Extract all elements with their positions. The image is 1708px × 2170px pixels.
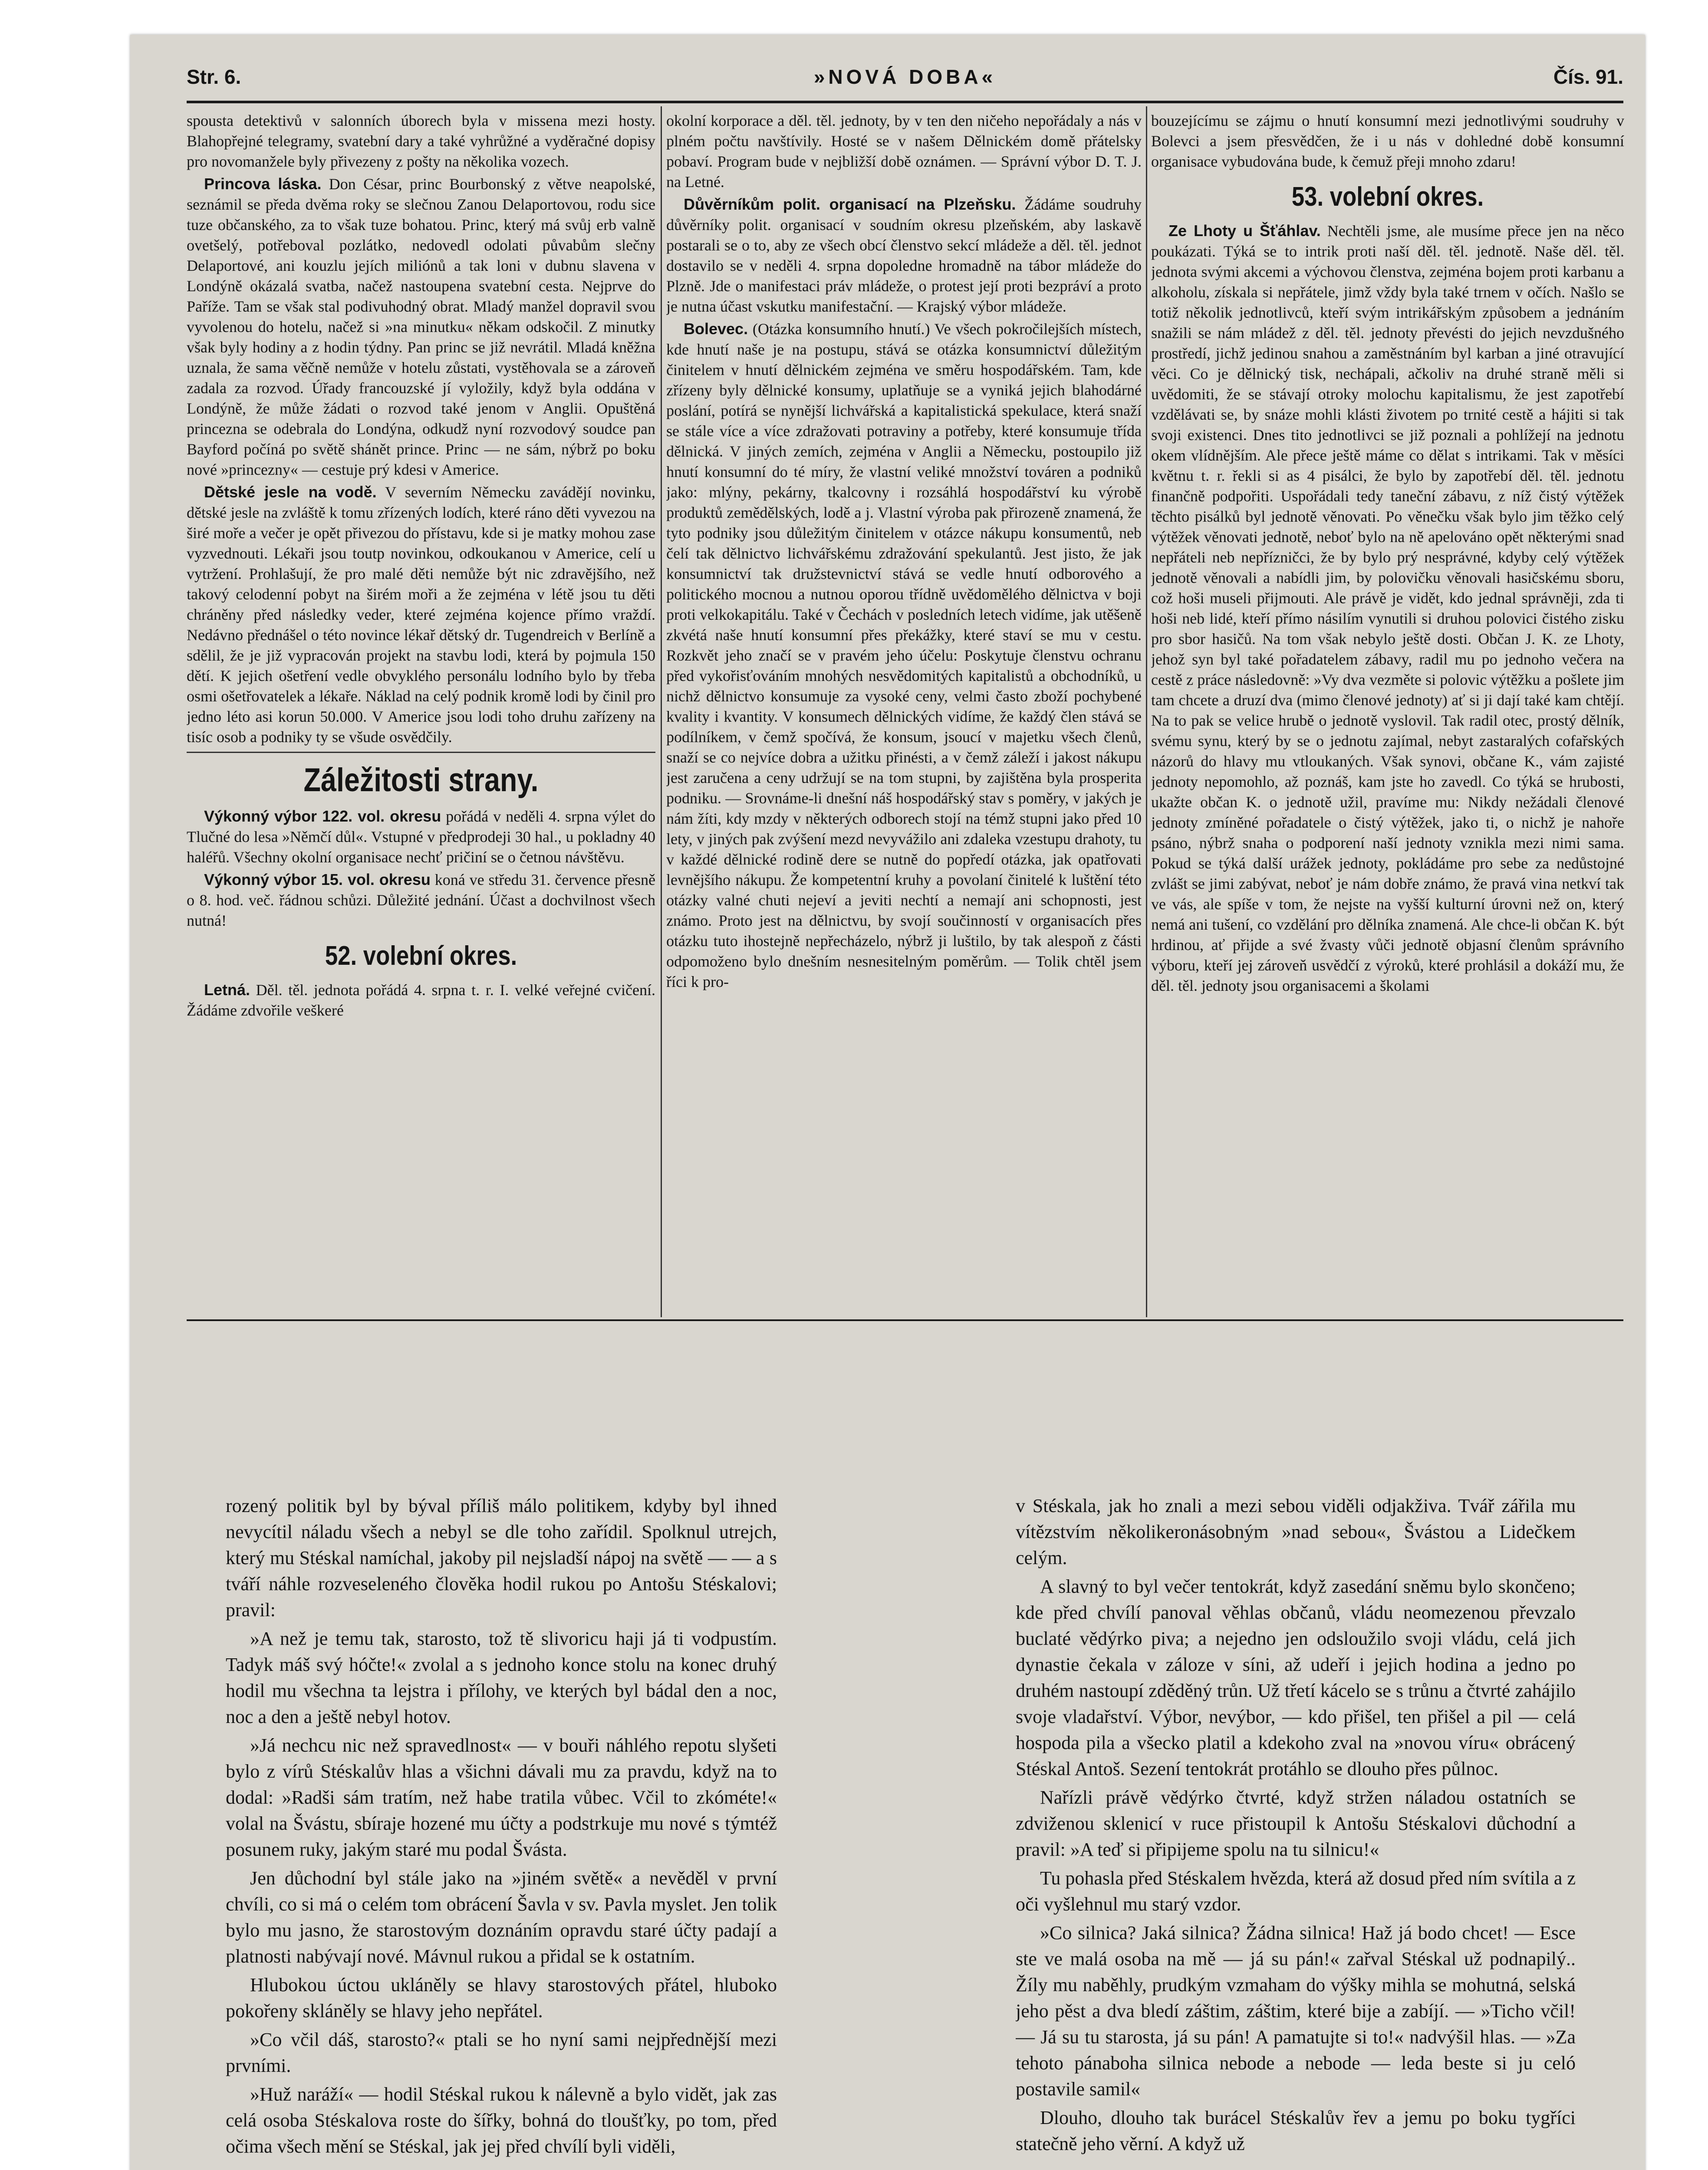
article-paragraph — [666, 319, 1142, 992]
article-paragraph — [187, 174, 655, 480]
section-heading: 53. volební okres. — [1291, 182, 1484, 212]
story-paragraph: Hlubokou úctou ukláněly se hlavy starostových přátel, hluboko pokořeny skláněly se hlavy jeho nepřátel. — [226, 1974, 777, 2022]
article-text: koná ve středu 31. července přesně o 8. hod. več. řádnou schůzi. Důležité jednání. Účast a dochvilnost všech nutná! — [187, 871, 655, 929]
section-heading: Záležitosti strany. — [303, 762, 539, 799]
story-paragraph: »Huž naráží« — hodil Stéskal rukou k nálevně a bylo vidět, jak zas celá osoba Stéskalova roste do šířky, bohná do tloušťky, po tom, před očima všech mění se Stéskal, jak jej před chvílí byli viděli, — [226, 2084, 777, 2157]
story-paragraph: Tu pohasla před Stéskalem hvězda, která až dosud před ním svítila a z oči vyšlehnul mu starý vzdor. — [1016, 1868, 1576, 1915]
article-text: Děl. těl. jednota pořádá 4. srpna t. r. I. velké veřejné cvičení. Žádáme zdvořile veškeré — [187, 981, 655, 1019]
story-paragraph: Nařízli právě vědýrko čtvrté, když stržen náladou ostatních se zdviženou sklenicí v ruce přistoupil k Antošu Stéskalovi důchodní a pravil: »A teď si připijeme spolu na tu silnicu!« — [1016, 1787, 1576, 1860]
issue-number: Čís. 91. — [1553, 66, 1623, 88]
article-lead: Princova láska. — [204, 175, 322, 193]
article-text: pořádá v neděli 4. srpna výlet do Tlučné do lesa »Němčí důl«. Vstupné v předprodeji 30 hal., u pokladny 40 haléřů. Všechny okolní organisace nechť pričiní se o četnou návštěvu. — [187, 808, 655, 866]
article-lead: Výkonný výbor 122. vol. okresu — [204, 807, 441, 825]
article-paragraph — [187, 869, 655, 931]
story-left-page — [226, 1493, 777, 2170]
section-rule — [187, 752, 655, 753]
section-heading: 52. volební okres. — [325, 941, 517, 971]
article-subtitle: (Otázka konsumního hnutí.) — [748, 320, 930, 338]
article-lead: Letná. — [204, 981, 250, 999]
column-3 — [1151, 111, 1624, 1317]
article-text: Nechtěli jsme, ale musíme přece jen na něco poukázati. Týká se to intrik proti naší děl. těl. jednotě. Naše děl. těl. jednota svými akcemi a výchovou členstva, zejména bojem proti karbanu a alkoholu, získala si nepřátele, jimž vždy byla také trnem v očích. Našlo se totiž několik jednotlivců, kteří svým intrikářským způsobem a jednáním snažili se nám mládež z děl. těl. jednoty převésti do jejich nevzdušného prostředí, jichž jedinou snahou a zaměstnáním byl karban a jiné otravující věci. Co je dělnický tisk, nechápali, ačkoliv na druhé straně měli si uvědomiti, že se stávají otroky molochu kapitalismu, že jest zapotřebí vzdělávati se, by snáze mohli klásti životem po trnité cestě a hájiti si tak svoji existenci. Dnes tito jednotlivci se již poznali a pohlížejí na jednotu okem vlídnějším. Ale přece ještě máme co dělat s intrikami. Tak v měsíci květnu t. r. řekli si as 4 pisálci, že bylo by zapotřebí děl. těl. jednotu finančně podpořiti. Uspořádali tedy taneční zábavu, z níž čistý výtěžek těchto pisálků byl jednotě věnovati. Po věnečku však bylo jim těžko celý výtěžek věnovati jednotě, neboť bylo na ně apelováno opět některými snad nepřáteli neb nepřízničci, že by bylo prý nesprávné, kdyby celý výtěžek jednotě věnovali a nabídli jim, by polovičku věnovali hasičskému sboru, což hoši museli přijmouti. Ale právě je vidět, kdo jednal správněji, zda ti hoši neb lidé, kteří přímo násilím vynutili si druhou polovici čistého zisku pro sbor hasičů. Na tom však nebylo ještě dosti. Občan J. K. ze Lhoty, jehož syn byl také pořadatelem zábavy, radil mu po jednoho večera na cestě z práce následovně: »Vy dva vezměte si polovic výtěžku a pošlete jim tam chcete a druzí dva (mimo členové jednoty) ať si ji dají také kam chtějí. Na to pak se velice hrubě o jednotě vyslovil. Tak radil otec, prostý dělník, svému synu, který by se o jednotu zajímal, nebyt zastaralých cofařských názorů do hlavy mu vtloukaných. Však synovi, občane K., vám zajisté jednoty nepomohlo, až poznáš, kam jste ho zavedl. Co týká se hrubosti, ukažte občan K. o jednotě užil, pravíme mu: Nikdy nežádali členové jednoty zmíněné pořadatele o čistý výtěžek, jako ti, o nichž je nahoře psáno, nýbrž snaha o podporení naší jednoty vznikla mezi nimi sama. Pokud se týká další urážek jednoty, pokládáme pro sebe za nedůstojné zvlášt se jimi zabývat, neboť je nám dobře známo, že pravá vina netkví tak ve vás, ale spíše v tom, že nejste na vyšší kulturní úrovni než on, který nemá ani tušení, co vzdělání pro dělníka znamená. Ale chce-li občan K. být hrdinou, ať přijde a své žvasty vůči jednotě objasní členům správního výboru, kteří jej zároveň usvědčí z výroků, které prohlásil a dokáží mu, že děl. těl. jednoty jsou organisacemi a školami — [1151, 222, 1624, 994]
page-label: Str. 6. — [187, 66, 241, 88]
story-paragraph: »A než je temu tak, starosto, tož tě slivoricu haji já ti vodpustím. Tadyk máš svý hóčte!« zvolal a s jednoho konce stolu na konec druhý hodil mu všechna ta lejstra i přílohy, ve kterých byl bádal den a noc, noc a den a ještě nebyl hotov. — [226, 1628, 777, 1727]
article-text: spousta detektivů v salonních úborech byla v missena mezi hosty. Blahopřejné telegramy, svatební dary a také vyhrůžné a vyděračné dopisy pro novomanžele byly přivezeny z pošty na několika vozech. — [187, 112, 655, 170]
story-paragraph: Jen důchodní byl stále jako na »jiném světě« a nevěděl v první chvíli, co si má o celém tom obrácení Šavla v sv. Pavla myslet. Jen tolik bylo mu jasno, že starostovým doznáním opravdu staré účty padají a platnosti nabývají nové. Mávnul rukou a přidal se k ostatním. — [226, 1868, 777, 1967]
article-paragraph — [1151, 220, 1624, 996]
column-2 — [666, 111, 1142, 1317]
masthead-title: »NOVÁ DOBA« — [813, 66, 997, 88]
article-lead: Bolevec. — [684, 320, 748, 338]
article-lead: Ze Lhoty u Šťáhlav. — [1168, 222, 1321, 240]
story-paragraph: A slavný to byl večer tentokrát, když zasedání sněmu bylo skončeno; kde před chvílí panoval věhlas občanů, vládu neomezenou převzalo buclaté vědýrko piva; a nejedno jen odsloužilo svoji vládu, celá jich dynastie čekala v záloze v síni, až udeří i jejich hodina a jedno po druhém nastoupí zděděný trůn. Už třetí kácelo se s trůnu a čtvrté zahájilo svoje vladařství. Výbor, nevýbor, — kdo přišel, ten přišel a pil — celá hospoda pila a všecko platil a kdekoho zval na »novou víru« obrácený Stéskal Antoš. Sezení tentokrát protáhlo se dlouho přes půlnoc. — [1016, 1576, 1576, 1779]
story-paragraph: v Stéskala, jak ho znali a mezi sebou viděli odjakživa. Tvář zářila mu vítězstvím několikeronásobným »nad sebou«, Švástou a Lidečkem celým. — [1016, 1495, 1576, 1568]
article-paragraph — [187, 482, 655, 747]
article-paragraph — [666, 194, 1142, 317]
header-rule — [187, 101, 1623, 103]
column-divider — [661, 106, 662, 1317]
story-paragraph: Dlouho, dlouho tak burácel Stéskalův řev a jemu po boku tygříci statečně jeho věrní. A když už — [1016, 2107, 1576, 2154]
article-text: Don César, princ Bourbonský z větve neapolské, seznámil se předa dvěma roky se slečnou Zanou Delaportovou, rodu sice tuze občanského, za to však tuze bohatou. Princ, který má svůj erb valně ovetšelý, potřeboval pozlátko, nedovedl odolati půvabům slečny Delaportové, ani kouzlu jejích miliónů a tak loni v dubnu slavena v Londýně okázalá svatba, načež nastoupena svatební cesta. Nejprve do Paříže. Tam se však stal podivuhodný obrat. Mladý manžel dopravil svou vyvolenou do hotelu, načež si »na minutku« někam odskočil. Z minutky však byly hodiny a z hodin týdny. Pan princ se již nevrátil. Mladá kněžna uznala, že sama věčně nemůže v hotelu zůstati, vystěhovala se a zároveň zadala za rozvod. Úřady francouzské jí vyložily, když byla oddána v Londýně, že může žádati o rozvod také jenom v Anglii. Opuštěná princezna se odebrala do Londýna, odkudž nyní rozvodový soudce pan Bayford počíná po světě shánět prince. Princ — ne sám, nýbrž po boku nové »princezny« — cestuje prý kdesi v Americe. — [187, 175, 655, 478]
article-paragraph — [187, 980, 655, 1021]
article-text: bouzejícímu se zájmu o hnutí konsumní mezi jednotlivými soudruhy v Bolevci a jsem přesvědčen, že i u nás v dohledné době konsumní organisace vybudována bude, k čemuž přeji mnoho zdaru! — [1151, 112, 1624, 170]
story-paragraph: rozený politik byl by býval příliš málo politikem, kdyby byl ihned nevycítil náladu všech a nebyl se dle toho zařídil. Spolknul utrejch, který mu Stéskal namíchal, jakoby pil nejsladší nápoj na světě — — a s tváří náhle rozveseleného člověka hodil rukou po Antošu Stéskalovi; pravil: — [226, 1495, 777, 1621]
article-text: okolní korporace a děl. těl. jednoty, by v ten den ničeho nepořádaly a nás v plném počtu navštívily. Hosté se v našem Dělnickém domě přátelsky pobaví. Program bude v nejbližší době oznámen. — Správní výbor D. T. J. na Letné. — [666, 112, 1142, 191]
story-paragraph: »Co silnica? Jaká silnica? Žádna silnica! Haž já bodo chcet! — Esce ste ve malá osoba na mě — já su pán!« zařval Stéskal už podnapilý.. Žíly mu naběhly, prudkým vzmaham do výšky mihla se mohutná, selská jeho pěst a dva bledí záštim, záštim, které bije a zabíjí. — »Ticho včil! — Já su tu starosta, já su pán! A pamatujte si to!« nadvýšil hlas. — »Za tehoto pánaboha silnica nebode a nebode — leda beste si ju celó postavile samil« — [1016, 1922, 1576, 2100]
article-lead: Důvěrníkům polit. organisací na Plzeňsku. — [684, 195, 1016, 213]
article-lead: Dětské jesle na vodě. — [204, 483, 377, 501]
page-header — [187, 65, 1623, 95]
article-text: V severním Německu zavádějí novinku, dětské jesle na zvláště k tomu zřízených lodích, které ráno děti vyvezou na širé moře a večer je opět přivezou do přístavu, kde si je matky mohou zase vyzvednouti. Lékaři jsou toutp novinkou, odkoukanou v Americe, celí u vytržení. Prohlašují, že pro malé děti nemůže být nic zdravějšího, než takový celodenní pobyt na širém moři a že zejména v létě jsou tu děti chráněny před následky veder, které zejména kojence přímo vraždí. Nedávno přednášel o této novince lékař dětský dr. Tugendreich v Berlíně a sdělil, že je již vypracován projekt na stavbu lodi, která by pojmula 150 dětí. K jejich ošetření vedle obvyklého personálu lodního bylo by třeba osmi ošetřovatelek a lékaře. Náklad na celý podnik kromě lodi by činil pro jedno léto asi korun 50.000. V Americe jsou lodi toho druhu zařízeny na tisíc osob a podniky ty se všude osvědčily. — [187, 483, 655, 746]
column-divider — [1146, 106, 1147, 1317]
article-paragraph — [187, 806, 655, 868]
article-text: Ve všech pokročilejších místech, kde hnutí naše je na postupu, stává se otázka konsumnictví důležitým činitelem v hnutí dělnickém zejména ve směru hospodářském. Tam, kde zřízeny byly dělnické konsumy, uplatňuje se a vyniká jejich blahodárné poslání, potírá se nynější lichvářská a kapitalistická spekulace, která snaží se stále více a více zdražovati potraviny a potřeby, které konsumuje třída dělnická. V jiných zemích, zejména v Anglii a Německu, postoupilo již hnutí konsumní do té míry, že vlastní veliké množství továren a podniků jako: mlýny, pekárny, tkalcovny i rozsáhlá hospodářství ku výrobě produktů zemědělských, lodě a j. Vlastní výroba pak přirozeně znamená, že tyto podniky jsou důležitým činitelem v otázce nákupu konsumentů, neb čelí tak dělnictvo lichvářskému zdražování spekulantů. Jest jisto, že jak konsumnictví tak družstevnictví stává se vedle hnutí odborového a politického mocnou a nutnou oporou třídně uvědomělého dělnictva v boji proti velkokapitálu. Také v Čechách v posledních letech vidíme, jak utěšeně zkvétá naše hnutí konsumní přes překážky, které staví se mu v cestu. Rozkvět jeho značí se v pravém jeho účelu: Poskytuje členstvu ochranu před vykořisťováním mnohých nesvědomitých kapitalistů a obchodníků, u nichž dělnictvo konsumuje za vysoké ceny, velmi často zboží pochybené kvality i kvantity. V konsumech dělnických vidíme, že každý člen stává se podílníkem, v čemž spočívá, že konsum, jsoucí v majetku všech členů, snaží se co nejvíce dobra a užitku přinésti, a v čemž záleží i jakost nákupu jest zaručena a ceny udržují se na tom stupni, by zajištěna byla prosperita podniku. — Srovnáme-li dnešní náš hospodářský stav s poměry, v jakých je nám žíti, kdy mzdy v některých odborech stojí na témž stupni jako před 10 lety, v jiných pak zvýšení mezd nevyvážilo ani zdaleka vzestupu drahoty, tu v každé dělnické rodině dere se nutně do popředí otázka, jak opatřovati levnějšího nákupu. Že kompetentní kruhy a povolaní činitelé k luštění této otázky valné chuti nejeví a jeviti nechtí a nemají ani schopnosti, jest známo. Proto jest na dělnictvu, by svojí součinností v organisacích přes otázku tuto ihostejně nepřecházelo, nýbrž ji luštilo, by tak alespoň z části odpomoženo bylo dnešním nesnesitelným poměrům. — Tolik chtěl jsem říci k pro- — [666, 320, 1142, 990]
article-lead: Výkonný výbor 15. vol. okresu — [204, 871, 431, 888]
article-text: Žádáme soudruhy důvěrníky polit. organisací v soudním okresu plzeňském, aby laskavě postarali se o to, aby ze všech obcí členstvo sekcí mládeže a děl. těl. jednot dostavilo se v neděli 4. srpna dopoledne hromadně na tábor mládeže do Plzně. Jde o manifestaci práv mládeže, o protest její proti bezpráví a proto je nutna účast vskutku manifestační. — Krajský výbor mládeže. — [666, 196, 1142, 315]
column-1 — [187, 111, 655, 1317]
columns-bottom-rule — [187, 1319, 1623, 1321]
story-paragraph: »Co včil dáš, starosto?« ptali se ho nyní sami nejpřednější mezi prvními. — [226, 2029, 777, 2076]
story-paragraph: »Já nechcu nic než spravedlnost« — v bouři náhlého repotu slyšeti bylo z vírů Stéskalův hlas a všichni dávali mu za pravdu, když na to dodal: »Radši sám tratím, než habe tratila vůbec. Včil to zkóméte!« volal na Švástu, sbíraje hozené mu účty a podstrkuje mu nové s týmtéž posunem ruky, jakým staré mu podal Švásta. — [226, 1735, 777, 1860]
story-right-page — [1016, 1493, 1576, 2170]
